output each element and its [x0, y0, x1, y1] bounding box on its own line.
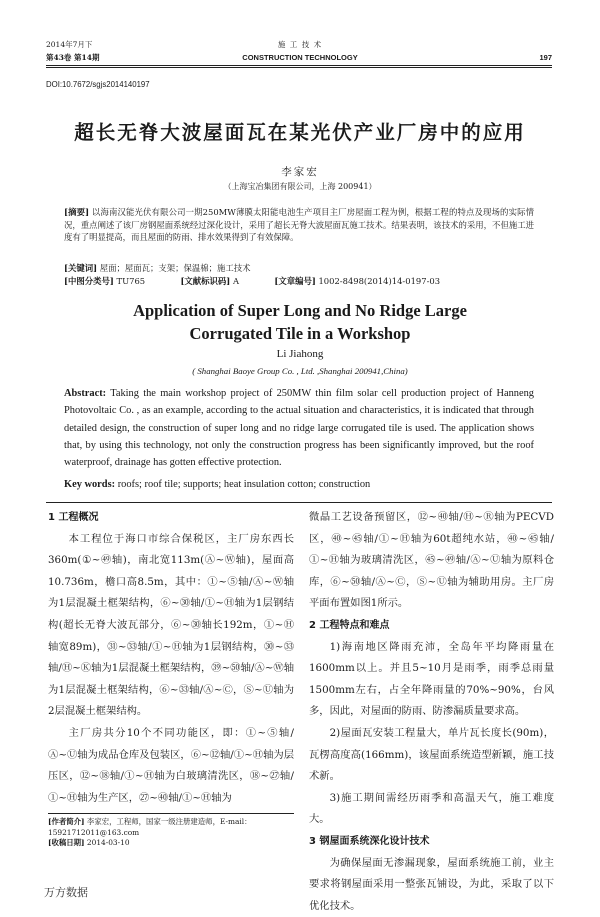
section-1-title: 1 工程概况 [48, 507, 294, 529]
right-column [309, 507, 554, 917]
page-title: 超长无脊大波屋面瓦在某光伏产业厂房中的应用 [0, 117, 600, 145]
affiliation-en: ( Shanghai Baoye Group Co. , Ltd. ,Shanghai 200941,China) [0, 366, 600, 376]
watermark: 万方数据 [44, 884, 88, 900]
section-divider [46, 502, 552, 503]
header-rule-top [46, 65, 552, 66]
footnote-date-text: 2014-03-10 [87, 838, 130, 847]
header-rule-bottom [46, 67, 552, 68]
author-en: Li Jiahong [0, 348, 600, 360]
section-2-item-1: 1)海南地区降雨充沛，全岛年平均降雨量在1600mm以上。并且5~10月是雨季，雨季总雨量1500mm左右，占全年降雨量的70%~90%，台风多，因此，对屋面的防雨、防渗漏质量要求高。 [309, 637, 554, 723]
abstract-cn-text: 以海南汉能光伏有限公司一期250MW薄膜太阳能电池生产项目主厂房屋面工程为例，根据工程的特点及现场的实际情况，重点阐述了该厂房钢屋面系统经过深化设计，采用了超长无脊大波屋面瓦施工技术。结果表明，该技术的采用，不但施工进度有了明显提高，而且屋面的防雨、排水效果得到了有效保障。 [64, 207, 534, 242]
clc-value: TU765 [116, 276, 145, 286]
keywords-en-text: roofs; roof tile; supports; heat insulation cotton; construction [118, 479, 371, 490]
section-2-item-3: 3)施工期间需经历雨季和高温天气，施工难度大。 [309, 788, 554, 831]
classification-line [64, 275, 534, 288]
footnote-rule [48, 813, 294, 814]
doi: DOI:10.7672/sgjs2014140197 [46, 80, 150, 89]
volume-issue: 第43卷 第14期 [46, 53, 100, 63]
page-number: 197 [520, 53, 552, 63]
keywords-cn-label: [关键词] [64, 263, 97, 273]
journal-name-en: CONSTRUCTION TECHNOLOGY [0, 53, 600, 63]
section-3-para-1: 为确保屋面无渗漏现象，屋面系统施工前，业主要求将钢屋面采用一整张瓦铺设，为此，采取了以下优化技术。 [309, 853, 554, 917]
section-3-title: 3 钢屋面系统深化设计技术 [309, 831, 554, 853]
footnote-date [48, 838, 294, 849]
section-1-para-1: 本工程位于海口市综合保税区，主厂房东西长360m(①~㊾轴)，南北宽113m(Ⓐ~Ⓦ轴)，屋面高10.736m，檐口高8.5m，其中：①~⑤轴/Ⓐ~Ⓦ轴为1层混凝土框架结构，⑥~㉚轴/①~Ⓗ轴为1层钢结构(超长无脊大波瓦部分，⑥~㉚轴长192m，①~Ⓗ轴宽89m)，㉛~㉝轴/①~Ⓗ轴为1层钢结构，㉚~㉝轴/Ⓗ~Ⓚ轴为1层混凝土框架结构，㊴~㊿轴/Ⓐ~Ⓦ轴为1层混凝土框架结构，⑥~㉝轴/Ⓐ~Ⓒ，Ⓢ~Ⓤ轴为2层混凝土框架结构。 [48, 529, 294, 723]
abstract-en-text: Taking the main workshop project of 250MW thin film solar cell production project of Hanneng Photovoltaic Co. , as an example, according to the actual situation and characteristics, it is indicated that through detailed design, the construction of super long and no ridge large corrugated tile is used. The application shows that, by using this technology, not only the construction progress has been significantly improved, but the roof waterproof, drainage has gotten effective protection. [64, 388, 534, 468]
keywords-cn [64, 262, 534, 275]
author-cn: 李家宏 [0, 164, 600, 179]
footnote-author-label: [作者简介] [48, 817, 85, 826]
footnote [48, 817, 294, 849]
issue-date: 2014年7月下 [46, 40, 92, 50]
section-2-title: 2 工程特点和难点 [309, 615, 554, 637]
doc-code-label: [文献标识码] [180, 276, 230, 286]
journal-name-cn: 施 工 技 术 [0, 40, 600, 50]
section-2-item-2: 2)屋面瓦安装工程量大，单片瓦长度长(90m)，瓦楞高度高(166mm)，该屋面系统造型新颖，施工技术新。 [309, 723, 554, 788]
section-1-para-2-cont: 微晶工艺设备预留区，⑫~㊵轴/Ⓗ~Ⓡ轴为PECVD区，㊵~㊺轴/①~Ⓗ轴为60t超纯水站，㊵~㊺轴/①~Ⓗ轴为玻璃清洗区，㊺~㊾轴/Ⓐ~Ⓤ轴为原料仓库，⑥~㊿轴/Ⓐ~Ⓒ，Ⓢ~Ⓤ轴为辅助用房。主厂房平面布置如图1所示。 [309, 507, 554, 615]
abstract-en [64, 385, 534, 471]
keywords-en [64, 476, 534, 493]
left-column [48, 507, 294, 809]
section-1-para-2: 主厂房共分10个不同功能区，即：①~⑤轴/Ⓐ~Ⓤ轴为成品仓库及包装区，⑥~⑫轴/①~Ⓗ轴为层压区，⑫~⑱轴/①~Ⓗ轴为白玻璃清洗区，⑱~㉗轴/①~Ⓗ轴为生产区，㉗~㊵轴/①~Ⓗ轴为 [48, 723, 294, 809]
affiliation-cn: （上海宝冶集团有限公司，上海 200941） [0, 181, 600, 192]
abstract-cn [64, 206, 534, 244]
footnote-author-text: 李家宏，工程师，国家一级注册建造师，E-mail：15921712011@163.com [48, 817, 252, 837]
title-en-line2: Corrugated Tile in a Workshop [0, 322, 600, 346]
abstract-cn-label: [摘要] [64, 207, 89, 217]
article-no-value: 1002-8498(2014)14-0197-03 [318, 276, 440, 286]
doc-code-value: A [233, 276, 239, 286]
title-en-line1: Application of Super Long and No Ridge Large [0, 299, 600, 323]
abstract-en-label: Abstract: [64, 388, 106, 399]
article-no-label: [文章编号] [274, 276, 315, 286]
keywords-cn-text: 屋面；屋面瓦；支架；保温棉；施工技术 [100, 263, 251, 273]
keywords-en-label: Key words: [64, 479, 115, 490]
footnote-date-label: [收稿日期] [48, 838, 85, 847]
footnote-author [48, 817, 294, 838]
clc-label: [中图分类号] [64, 276, 114, 286]
